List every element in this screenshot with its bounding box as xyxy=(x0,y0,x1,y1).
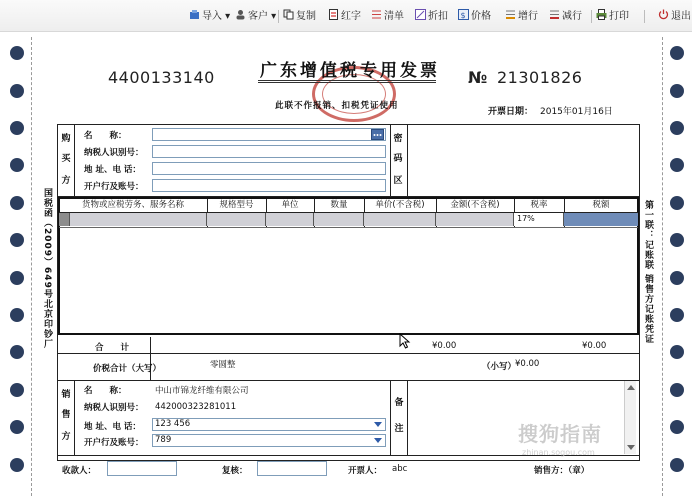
col-header-amount: 金额(不含税) xyxy=(437,199,513,212)
tractor-hole xyxy=(10,84,24,98)
toolbar-separator xyxy=(278,10,279,23)
import-label: 导入 xyxy=(202,11,222,22)
copy-button[interactable] xyxy=(283,9,316,24)
copy-note: 第一联：记账联 销售方记账凭证 xyxy=(643,200,653,345)
divider xyxy=(74,124,75,196)
sum-in-words: 零圆整 xyxy=(210,360,236,370)
import-icon xyxy=(189,9,200,20)
col-header-qty: 数量 xyxy=(315,199,363,212)
toolbar-separator xyxy=(644,10,645,23)
tractor-hole xyxy=(10,271,24,285)
buyer-bank-input[interactable] xyxy=(152,179,386,192)
sum-lower-label: （小写） xyxy=(482,362,517,372)
seller-stamp-label: 销售方：（章） xyxy=(534,466,590,476)
number-symbol: № xyxy=(468,68,488,87)
total-amount: ¥0.00 xyxy=(432,341,457,351)
watermark-url: zhinan.sogou.com xyxy=(522,448,595,457)
item-goods-cell[interactable] xyxy=(70,213,207,226)
mouse-cursor-icon xyxy=(399,333,411,349)
buyer-label-3: 方 xyxy=(61,176,71,186)
print-button[interactable] xyxy=(596,9,629,24)
divider xyxy=(59,227,638,228)
invoice-date: 2015年01月16日 xyxy=(540,107,613,117)
seller-label-3: 方 xyxy=(61,432,71,442)
list-label: 清单 xyxy=(384,11,404,22)
tractor-hole xyxy=(670,233,684,247)
tractor-hole xyxy=(10,233,24,247)
price-label: 价格 xyxy=(471,11,491,22)
buyer-address-label: 地 址、电 话： xyxy=(84,165,141,175)
tractor-hole xyxy=(10,383,24,397)
power-icon xyxy=(658,9,669,20)
buyer-name-input[interactable] xyxy=(152,128,386,141)
exit-button[interactable] xyxy=(658,9,691,24)
item-qty-cell[interactable] xyxy=(314,213,364,226)
customer-button[interactable]: 客户 ▾ xyxy=(235,9,276,24)
item-unit-cell[interactable] xyxy=(266,213,314,226)
col-header-unit: 单位 xyxy=(267,199,313,212)
chevron-down-icon[interactable] xyxy=(374,438,382,443)
tractor-hole xyxy=(670,84,684,98)
payee-label: 收款人： xyxy=(62,466,97,476)
customer-label: 客户 xyxy=(248,11,268,22)
seller-address-select[interactable] xyxy=(152,418,386,431)
delete-row-label: 减行 xyxy=(562,11,582,22)
copy-label: 复制 xyxy=(296,11,316,22)
tractor-hole xyxy=(10,308,24,322)
ellipsis-icon xyxy=(372,130,383,139)
remark-scrollbar[interactable] xyxy=(624,381,636,454)
right-tractor-rail xyxy=(662,37,663,496)
scroll-up-icon[interactable] xyxy=(627,385,635,390)
item-spec-cell[interactable] xyxy=(207,213,266,226)
divider xyxy=(407,124,408,196)
invoice-number: 21301826 xyxy=(497,68,583,87)
tractor-hole xyxy=(670,345,684,359)
divider xyxy=(150,337,151,381)
scroll-down-icon[interactable] xyxy=(627,445,635,450)
seller-bank-label: 开户行及账号： xyxy=(84,438,144,448)
item-unit-price-cell[interactable] xyxy=(364,213,436,226)
printer-icon xyxy=(596,9,607,20)
seller-label-2: 售 xyxy=(61,410,71,420)
import-button[interactable]: 导入 ▾ xyxy=(189,9,230,24)
seller-taxid: 442000323281011 xyxy=(155,402,237,412)
chevron-down-icon[interactable] xyxy=(374,422,382,427)
tractor-hole xyxy=(10,196,24,210)
col-header-goods: 货物或应税劳务、服务名称 xyxy=(60,199,206,212)
divider xyxy=(57,353,640,354)
invoice-subtitle: 此联不作报销、扣税凭证使用 xyxy=(275,101,399,111)
customer-icon xyxy=(235,9,246,20)
remark-label-1: 备 xyxy=(394,398,404,408)
seller-bank-select[interactable] xyxy=(152,434,386,447)
buyer-label-2: 买 xyxy=(61,154,71,164)
col-header-spec: 规格型号 xyxy=(208,199,265,212)
watermark-text: 搜狗指南 xyxy=(518,422,602,446)
tractor-hole xyxy=(670,121,684,135)
divider xyxy=(74,380,75,456)
printer-note: 国税函（2009）649号北京印钞厂 xyxy=(42,188,52,349)
buyer-lookup-button[interactable] xyxy=(371,129,384,140)
sum-label: 价税合计（大写） xyxy=(93,364,162,374)
toolbar xyxy=(0,0,692,32)
buyer-name-label: 名 称： xyxy=(84,131,127,141)
seller-label-1: 销 xyxy=(61,390,71,400)
cipher-label-2: 码 xyxy=(393,154,403,164)
delete-row-button[interactable] xyxy=(549,9,582,24)
price-icon xyxy=(458,9,469,20)
total-tax: ¥0.00 xyxy=(582,341,607,351)
tractor-hole xyxy=(670,196,684,210)
tractor-hole xyxy=(670,308,684,322)
add-row-icon xyxy=(505,9,516,20)
price-button[interactable] xyxy=(458,9,491,24)
buyer-label-1: 购 xyxy=(61,134,71,144)
item-rate-cell[interactable] xyxy=(514,213,564,226)
item-amount-cell[interactable] xyxy=(436,213,514,226)
tractor-hole xyxy=(670,271,684,285)
buyer-taxid-input[interactable] xyxy=(152,145,386,158)
tractor-hole xyxy=(670,458,684,472)
left-tractor-rail xyxy=(31,37,32,496)
tractor-hole xyxy=(670,158,684,172)
copy-icon xyxy=(283,9,294,20)
item-rate-value: 17% xyxy=(517,214,535,223)
drawer-name: abc xyxy=(392,464,408,474)
date-label: 开票日期： xyxy=(488,107,534,117)
exit-label: 退出 xyxy=(671,11,691,22)
tractor-hole xyxy=(10,46,24,60)
seller-bank-value: 789 xyxy=(155,435,172,445)
discount-icon xyxy=(415,9,426,20)
seller-name-label: 名 称： xyxy=(84,386,127,396)
seller-address-label: 地 址、电 话： xyxy=(84,422,141,432)
tractor-hole xyxy=(10,121,24,135)
invoice-title: 广东增值税专用发票 xyxy=(260,61,440,81)
tractor-hole xyxy=(670,46,684,60)
red-label: 红字 xyxy=(341,11,361,22)
red-invoice-button[interactable] xyxy=(328,9,361,24)
red-document-icon xyxy=(328,9,339,20)
payee-input[interactable] xyxy=(107,461,177,476)
buyer-address-input[interactable] xyxy=(152,162,386,175)
tractor-hole xyxy=(10,420,24,434)
remark-label-2: 注 xyxy=(394,424,404,434)
invoice-code: 4400133140 xyxy=(108,68,215,87)
discount-button[interactable] xyxy=(415,9,448,24)
list-icon xyxy=(371,9,382,20)
tractor-hole xyxy=(10,458,24,472)
add-row-button[interactable] xyxy=(505,9,538,24)
divider xyxy=(390,124,391,196)
tractor-hole xyxy=(10,345,24,359)
sum-lower: ¥0.00 xyxy=(515,359,540,369)
tractor-hole xyxy=(10,158,24,172)
cipher-label-3: 区 xyxy=(393,176,403,186)
delete-row-icon xyxy=(549,9,560,20)
seller-taxid-label: 纳税人识别号： xyxy=(84,403,144,413)
drawer-label: 开票人： xyxy=(348,466,383,476)
print-label: 打印 xyxy=(609,11,629,22)
list-button[interactable] xyxy=(371,9,404,24)
toolbar-separator xyxy=(591,10,592,23)
reviewer-label: 复核： xyxy=(222,466,248,476)
add-row-label: 增行 xyxy=(518,11,538,22)
col-header-unit-price: 单价(不含税) xyxy=(365,199,435,212)
row-selector[interactable] xyxy=(59,213,70,226)
title-underline xyxy=(258,80,436,83)
col-header-tax: 税额 xyxy=(565,199,637,212)
reviewer-input[interactable] xyxy=(257,461,327,476)
item-tax-cell[interactable] xyxy=(564,213,638,226)
buyer-taxid-label: 纳税人识别号： xyxy=(84,148,144,158)
seller-address-value: 123 456 xyxy=(155,419,191,429)
svg-text:$: $ xyxy=(460,11,466,20)
divider xyxy=(390,380,391,456)
total-label: 合 计 xyxy=(95,343,130,353)
tractor-hole xyxy=(670,420,684,434)
cipher-label-1: 密 xyxy=(393,134,403,144)
discount-label: 折扣 xyxy=(428,11,448,22)
buyer-bank-label: 开户行及账号： xyxy=(84,182,144,192)
seller-name: 中山市锦龙纤维有限公司 xyxy=(155,386,249,396)
tractor-hole xyxy=(670,383,684,397)
col-header-rate: 税率 xyxy=(515,199,563,212)
